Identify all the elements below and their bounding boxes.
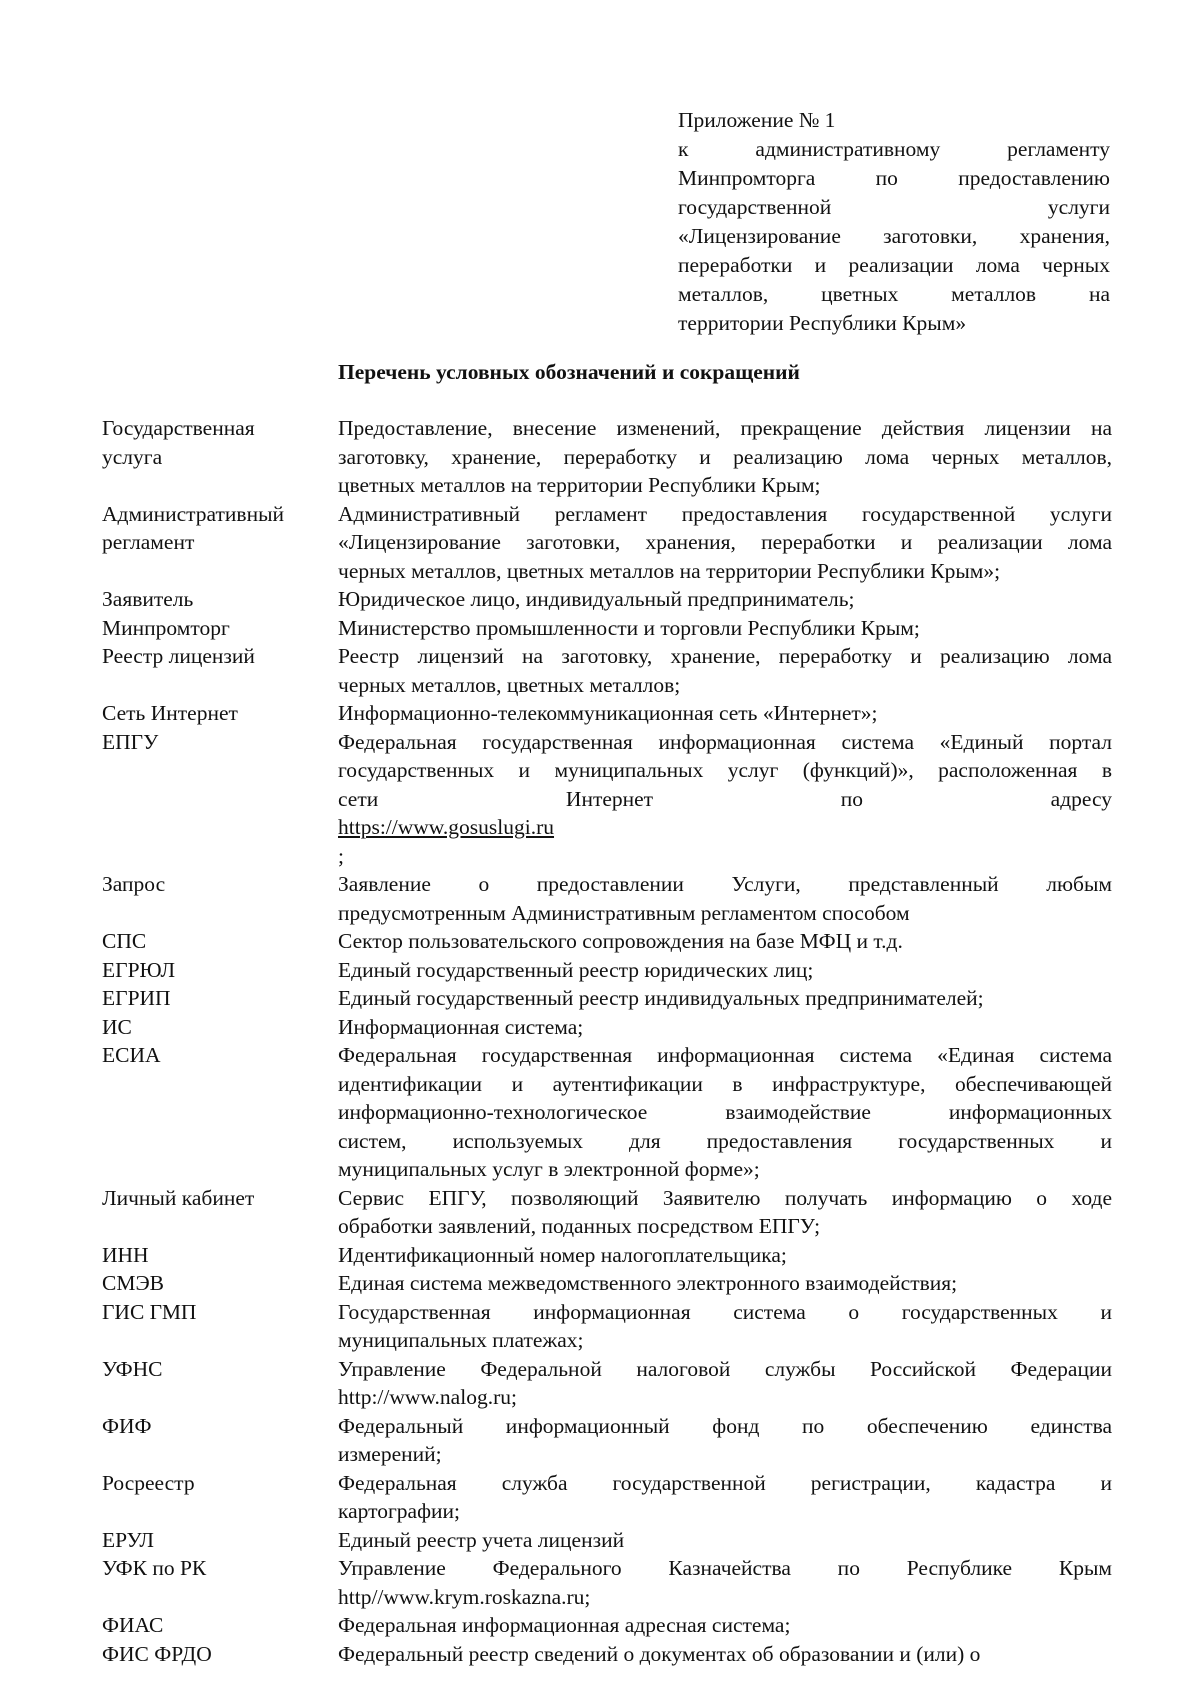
definition-line: цветных металлов на территории Республики Крым; xyxy=(338,473,821,497)
abbreviation-row xyxy=(102,1412,1112,1469)
term-line: регламент xyxy=(102,530,195,554)
definition-line: информационно-технологическое взаимодействие информационных xyxy=(338,1100,1112,1124)
term-line: Реестр лицензий xyxy=(102,644,255,668)
term-line: УФНС xyxy=(102,1356,163,1381)
abbreviation-row xyxy=(102,414,1112,500)
document-title: Перечень условных обозначений и сокращений xyxy=(338,360,800,384)
definition-line: государственных и муниципальных услуг (функций)», расположенная в xyxy=(338,758,1112,782)
definition-line xyxy=(338,785,1112,871)
definition-line: Заявление о предоставлении Услуги, представленный любым xyxy=(338,872,1112,896)
abbreviation-definition xyxy=(338,1184,1112,1241)
abbreviation-row xyxy=(102,984,1112,1013)
abbreviation-definition xyxy=(338,1355,1112,1412)
appendix-line: переработки и реализации лома черных xyxy=(678,253,1110,277)
abbreviation-definition xyxy=(338,870,1112,927)
appendix-line: к административному регламенту xyxy=(678,137,1110,161)
definition-line: Информационно-телекоммуникационная сеть «Интернет»; xyxy=(338,701,878,725)
definition-line: Административный регламент предоставления государственной услуги xyxy=(338,501,1112,526)
definition-line: измерений; xyxy=(338,1442,442,1466)
term-line: ФИФ xyxy=(102,1413,152,1438)
definition-line: заготовку, хранение, переработку и реализацию лома черных металлов, xyxy=(338,444,1112,469)
definition-line: картографии; xyxy=(338,1499,461,1523)
definition-line: муниципальных услуг в электронной форме»; xyxy=(338,1157,760,1181)
abbreviation-definition xyxy=(338,728,1112,871)
abbreviation-row xyxy=(102,585,1112,614)
abbreviation-term xyxy=(102,984,338,1013)
abbreviation-row xyxy=(102,500,1112,586)
definition-line: Единый государственный реестр индивидуальных предпринимателей; xyxy=(338,986,984,1010)
term-line: Административный xyxy=(102,501,285,526)
definition-line: «Лицензирование заготовки, хранения, переработки и реализации лома xyxy=(338,530,1112,554)
abbreviation-term xyxy=(102,1611,338,1640)
definition-line: Единая система межведомственного электронного взаимодействия; xyxy=(338,1271,958,1295)
appendix-lines xyxy=(678,135,1110,338)
definition-line: http//www.krym.roskazna.ru; xyxy=(338,1584,591,1609)
abbreviation-term xyxy=(102,728,338,871)
definition-line: Федеральная служба государственной регистрации, кадастра и xyxy=(338,1470,1112,1495)
definition-line: систем, используемых для предоставления государственных и xyxy=(338,1128,1112,1153)
abbreviation-row xyxy=(102,927,1112,956)
abbreviation-definition xyxy=(338,500,1112,586)
abbreviation-term xyxy=(102,1298,338,1355)
abbreviation-term xyxy=(102,1640,338,1669)
term-line: ЕСИА xyxy=(102,1043,161,1067)
abbreviation-definition xyxy=(338,1640,1112,1669)
abbreviation-row xyxy=(102,1526,1112,1555)
appendix-line: «Лицензирование заготовки, хранения, xyxy=(678,224,1110,248)
abbreviation-row xyxy=(102,642,1112,699)
abbreviation-row xyxy=(102,1013,1112,1042)
abbreviation-definition xyxy=(338,1041,1112,1184)
abbreviation-row xyxy=(102,1640,1112,1669)
abbreviation-definition xyxy=(338,1298,1112,1355)
appendix-header xyxy=(678,106,1110,338)
definition-line: Информационная система; xyxy=(338,1014,584,1039)
abbreviation-row xyxy=(102,1469,1112,1526)
abbreviation-definition xyxy=(338,1469,1112,1526)
definition-line: Идентификационный номер налогоплательщика; xyxy=(338,1242,787,1267)
definition-line: Единый государственный реестр юридических лиц; xyxy=(338,957,814,982)
definition-line: Реестр лицензий на заготовку, хранение, переработку и реализацию лома xyxy=(338,644,1112,668)
abbreviation-row xyxy=(102,1184,1112,1241)
definition-text: ; xyxy=(338,843,344,868)
abbreviation-term xyxy=(102,1013,338,1042)
abbreviation-term xyxy=(102,642,338,699)
term-line: услуга xyxy=(102,444,163,469)
definition-line: Федеральная государственная информационная система «Единый портал xyxy=(338,729,1112,754)
abbreviation-term xyxy=(102,585,338,614)
abbreviation-definition xyxy=(338,1241,1112,1270)
appendix-line: металлов, цветных металлов на xyxy=(678,282,1110,306)
definition-line: черных металлов, цветных металлов; xyxy=(338,672,681,697)
definition-line: Сервис ЕПГУ, позволяющий Заявителю получать информацию о ходе xyxy=(338,1185,1112,1210)
abbreviation-definition xyxy=(338,642,1112,699)
abbreviation-definition xyxy=(338,956,1112,985)
definition-line: http://www.nalog.ru; xyxy=(338,1385,517,1409)
definition-line: Федеральный информационный фонд по обеспечению единства xyxy=(338,1413,1112,1438)
term-line: ФИАС xyxy=(102,1613,164,1637)
term-line: Государственная xyxy=(102,416,255,440)
definition-line: Федеральная информационная адресная система; xyxy=(338,1613,791,1637)
term-line: УФК по РК xyxy=(102,1556,207,1580)
abbreviation-term xyxy=(102,699,338,728)
abbreviation-term xyxy=(102,414,338,500)
abbreviation-row xyxy=(102,1554,1112,1611)
term-line: СМЭВ xyxy=(102,1271,164,1295)
abbreviation-term xyxy=(102,1412,338,1469)
abbreviation-term xyxy=(102,1184,338,1241)
definition-line: обработки заявлений, поданных посредством ЕПГУ; xyxy=(338,1214,821,1238)
abbreviation-definition xyxy=(338,614,1112,643)
term-line: ЕГРЮЛ xyxy=(102,957,176,982)
definition-line: Сектор пользовательского сопровождения на базе МФЦ и т.д. xyxy=(338,929,903,953)
appendix-line: территории Республики Крым» xyxy=(678,311,967,335)
term-line: ЕГРИП xyxy=(102,986,171,1010)
term-line: ИНН xyxy=(102,1242,149,1267)
abbreviation-term xyxy=(102,1355,338,1412)
abbreviation-row xyxy=(102,1355,1112,1412)
abbreviation-definition xyxy=(338,1412,1112,1469)
term-line: ЕПГУ xyxy=(102,729,159,754)
term-line: СПС xyxy=(102,929,147,953)
abbreviation-row xyxy=(102,956,1112,985)
abbreviation-definition xyxy=(338,414,1112,500)
definition-line: Министерство промышленности и торговли Республики Крым; xyxy=(338,615,920,640)
abbreviation-row xyxy=(102,1269,1112,1298)
abbreviation-term xyxy=(102,956,338,985)
abbreviation-term xyxy=(102,1041,338,1184)
appendix-line: государственной услуги xyxy=(678,195,1110,219)
definition-line: предусмотренным Административным регламентом способом xyxy=(338,900,910,925)
abbreviation-row xyxy=(102,1041,1112,1184)
term-line: Запрос xyxy=(102,872,166,896)
term-line: Росреестр xyxy=(102,1470,195,1495)
abbreviations-list xyxy=(102,414,1112,1668)
abbreviation-row xyxy=(102,699,1112,728)
abbreviation-term xyxy=(102,1241,338,1270)
abbreviation-definition xyxy=(338,1611,1112,1640)
abbreviation-term xyxy=(102,870,338,927)
definition-line: черных металлов, цветных металлов на территории Республики Крым»; xyxy=(338,558,1001,583)
term-line: Личный кабинет xyxy=(102,1185,255,1210)
abbreviation-definition xyxy=(338,1526,1112,1555)
abbreviation-row xyxy=(102,614,1112,643)
abbreviation-definition xyxy=(338,585,1112,614)
definition-text: сети Интернет по адресу xyxy=(338,786,1112,811)
abbreviation-definition xyxy=(338,699,1112,728)
definition-line: Государственная информационная система о государственных и xyxy=(338,1299,1112,1324)
term-line: ЕРУЛ xyxy=(102,1527,154,1552)
abbreviation-definition xyxy=(338,984,1112,1013)
abbreviation-definition xyxy=(338,1269,1112,1298)
definition-line: муниципальных платежах; xyxy=(338,1328,584,1352)
term-line: Минпромторг xyxy=(102,615,230,640)
definition-line: Юридическое лицо, индивидуальный предприниматель; xyxy=(338,587,855,611)
definition-line: Федеральная государственная информационная система «Единая система xyxy=(338,1043,1112,1067)
abbreviation-term xyxy=(102,500,338,586)
term-line: Сеть Интернет xyxy=(102,701,238,725)
definition-line: Управление Федерального Казначейства по Республике Крым xyxy=(338,1556,1112,1580)
appendix-line: Минпромторга по предоставлению xyxy=(678,166,1110,190)
abbreviation-term xyxy=(102,927,338,956)
gosuslugi-link[interactable]: https://www.gosuslugi.ru xyxy=(338,815,555,839)
abbreviation-term xyxy=(102,1526,338,1555)
term-line: ГИС ГМП xyxy=(102,1299,197,1324)
term-line: Заявитель xyxy=(102,587,194,611)
abbreviation-row xyxy=(102,1298,1112,1355)
abbreviation-term xyxy=(102,1269,338,1298)
abbreviation-definition xyxy=(338,1554,1112,1611)
abbreviation-definition xyxy=(338,927,1112,956)
abbreviation-row xyxy=(102,1241,1112,1270)
term-line: ФИС ФРДО xyxy=(102,1641,212,1666)
definition-line: Предоставление, внесение изменений, прекращение действия лицензии на xyxy=(338,416,1112,440)
definition-line: Единый реестр учета лицензий xyxy=(338,1527,625,1552)
abbreviation-term xyxy=(102,1469,338,1526)
definition-line: идентификации и аутентификации в инфраструктуре, обеспечивающей xyxy=(338,1071,1112,1096)
abbreviation-definition xyxy=(338,1013,1112,1042)
definition-line: Федеральный реестр сведений о документах об образовании и (или) о xyxy=(338,1641,981,1666)
appendix-heading: Приложение № 1 xyxy=(678,108,836,132)
definition-line: Управление Федеральной налоговой службы Российской Федерации xyxy=(338,1356,1112,1381)
term-line: ИС xyxy=(102,1014,132,1039)
abbreviation-row xyxy=(102,870,1112,927)
abbreviation-row xyxy=(102,1611,1112,1640)
abbreviation-term xyxy=(102,1554,338,1611)
abbreviation-term xyxy=(102,614,338,643)
abbreviation-row xyxy=(102,728,1112,871)
